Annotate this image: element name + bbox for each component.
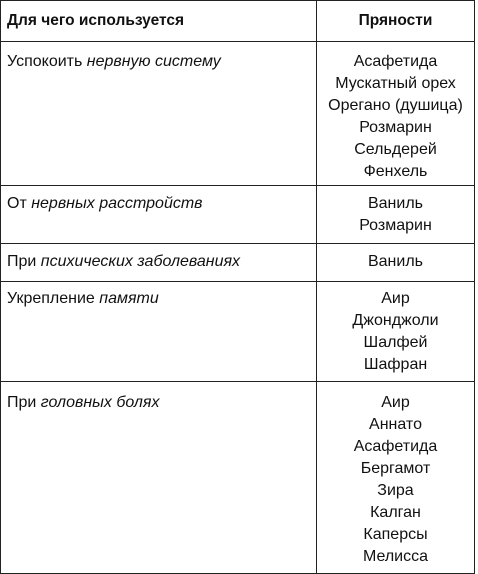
spice-item: Ваниль — [367, 253, 423, 270]
table-row — [1, 41, 474, 185]
use-text: Укрепление — [7, 290, 100, 307]
use-cell — [1, 282, 317, 381]
spice-item: Асафетида — [353, 53, 438, 70]
use-cell — [1, 382, 317, 573]
spice-item: Шалфей — [363, 334, 428, 351]
use-cell — [1, 42, 317, 185]
spice-item: Сельдерей — [354, 141, 437, 158]
spice-item: Джонджоли — [352, 312, 439, 329]
use-text-italic: нервную систему — [86, 53, 221, 70]
spice-item: Калган — [370, 504, 421, 521]
spice-item: Аир — [381, 394, 410, 411]
header-spices: Пряности — [358, 12, 433, 29]
spices-cell — [317, 244, 474, 281]
spice-item: Мускатный орех — [335, 75, 456, 92]
spice-item: Бергамот — [360, 460, 431, 477]
use-text: Успокоить — [7, 53, 87, 70]
spice-item: Ваниль — [367, 195, 423, 212]
spice-item: Аир — [381, 290, 410, 307]
spice-item: Орегано (душица) — [328, 97, 463, 114]
spice-item: Зира — [377, 482, 414, 499]
spice-item: Розмарин — [359, 217, 432, 234]
spices-cell — [317, 382, 474, 573]
use-text: При — [7, 253, 41, 270]
spices-cell — [317, 42, 474, 185]
spices-cell — [317, 282, 474, 381]
spice-item: Фенхель — [363, 163, 428, 180]
spices-cell — [317, 186, 474, 243]
spice-item: Розмарин — [359, 119, 432, 136]
table-row — [1, 243, 474, 281]
use-text-italic: психических заболеваниях — [40, 253, 241, 270]
table-header-row — [1, 1, 474, 41]
use-text-italic: памяти — [99, 290, 159, 307]
spice-item: Асафетида — [353, 438, 438, 455]
spice-item: Шафран — [363, 356, 428, 373]
table-row — [1, 281, 474, 381]
spice-item: Аннато — [369, 416, 422, 433]
use-cell — [1, 244, 317, 281]
spice-item: Мелисса — [362, 548, 429, 565]
use-text: От — [7, 195, 32, 212]
use-text: При — [7, 394, 41, 411]
use-text-italic: нервных расстройств — [31, 195, 203, 212]
use-cell — [1, 186, 317, 243]
use-text-italic: головных болях — [40, 394, 160, 411]
table-row — [1, 381, 474, 573]
spice-item: Каперсы — [363, 526, 428, 543]
header-use: Для чего используется — [1, 1, 317, 41]
table-row — [1, 185, 474, 243]
